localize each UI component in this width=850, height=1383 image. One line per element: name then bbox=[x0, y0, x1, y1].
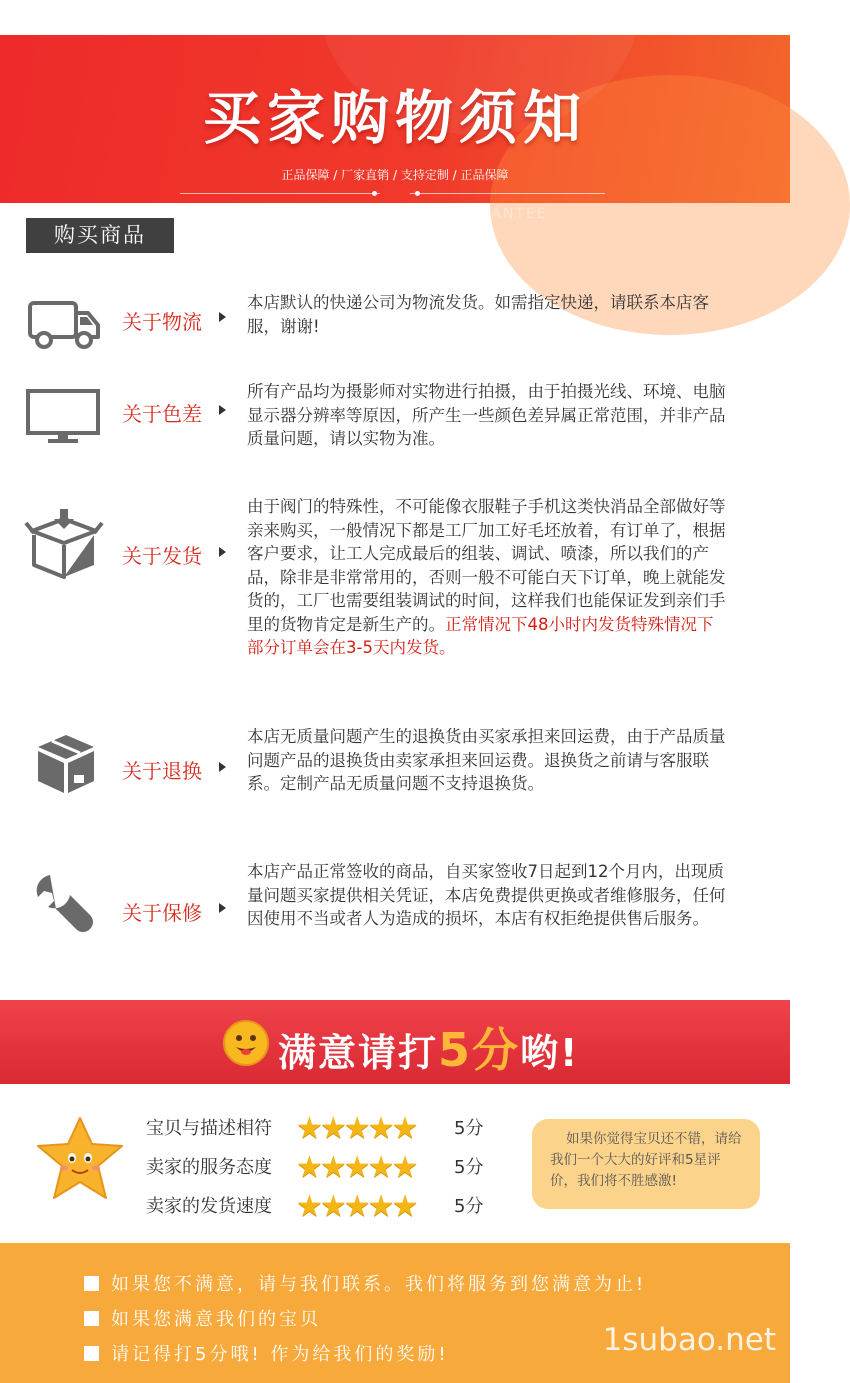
row-text: 本店无质量问题产生的退换货由买家承担来回运费，由于产品质量问题产品的退换货由卖家承担来回运费。退换货之前请与客服联系。定制产品无质量问题不支持退换货。 bbox=[247, 727, 726, 793]
package-icon bbox=[30, 729, 100, 799]
square-bullet-icon bbox=[84, 1346, 99, 1361]
bottom-line-text: 如果您满意我们的宝贝 bbox=[111, 1309, 321, 1330]
star-mascot-icon bbox=[34, 1114, 126, 1202]
header-subtitle: 正品保障 / 厂家直销 / 支持定制 / 正品保障 bbox=[281, 168, 509, 182]
wrench-icon bbox=[32, 868, 96, 938]
bottom-line-text: 如果您不满意，请与我们联系。我们将服务到您满意为止! bbox=[111, 1274, 647, 1295]
row-text: 本店默认的快递公司为物流发货。如需指定快递，请联系本店客服，谢谢! bbox=[247, 293, 709, 336]
bottom-line-text: 请记得打5分哦! 作为给我们的奖励! bbox=[111, 1344, 449, 1365]
arrow-right-icon bbox=[219, 547, 226, 557]
monitor-icon bbox=[24, 382, 104, 452]
arrow-right-icon bbox=[219, 405, 226, 415]
row-text-highlight: 正常情况下48小时内发货特殊情况下部分订单会在3-5天内发货。 bbox=[247, 614, 714, 657]
header-banner bbox=[0, 35, 790, 222]
row-label: 关于发货 bbox=[122, 544, 202, 568]
rating-title bbox=[278, 1014, 579, 1080]
row-text bbox=[247, 495, 727, 660]
rating-value: 5分 bbox=[454, 1118, 484, 1139]
truck-icon bbox=[24, 290, 104, 360]
divider-left bbox=[180, 193, 380, 194]
rating-banner bbox=[0, 1000, 790, 1084]
rating-value: 5分 bbox=[454, 1157, 484, 1178]
bottom-line bbox=[84, 1305, 321, 1331]
rating-title-number: 5分 bbox=[438, 1023, 521, 1077]
bottom-line bbox=[84, 1340, 449, 1366]
arrow-right-icon bbox=[219, 762, 226, 772]
divider-dot bbox=[372, 191, 377, 196]
row-label: 关于色差 bbox=[122, 402, 202, 426]
bottom-line bbox=[84, 1270, 646, 1296]
divider-right bbox=[410, 193, 605, 194]
row-label: 关于物流 bbox=[122, 310, 202, 334]
header-english: AFTER-SALES SERVICE GUARANTEE bbox=[242, 206, 548, 222]
square-bullet-icon bbox=[84, 1276, 99, 1291]
star-rating: ★★★★★ bbox=[296, 1111, 416, 1146]
row-label: 关于退换 bbox=[122, 759, 202, 783]
arrow-right-icon bbox=[219, 903, 226, 913]
rating-label: 卖家的发货速度 bbox=[146, 1196, 272, 1217]
row-text-body: 由于阀门的特殊性，不可能像衣服鞋子手机这类快消品全部做好等亲来购买，一般情况下都是工厂加工好毛坯放着，有订单了，根据客户要求，让工人完成最后的组装、调试、喷漆，所以我们的产品，除非是非常常用的，否则一般不可能白天下订单，晚上就能发货的，工厂也需要组装调试的时间，这样我们也能保证发到亲们手里的货物肯定是新生产的。 bbox=[247, 497, 726, 634]
row-text: 本店产品正常签收的商品，自买家签收7日起到12个月内，出现质量问题买家提供相关凭证，本店免费提供更换或者维修服务，任何因使用不当或者人为造成的损坏，本店有权拒绝提供售后服务。 bbox=[247, 862, 726, 928]
rating-label: 宝贝与描述相符 bbox=[146, 1118, 272, 1139]
rating-label: 卖家的服务态度 bbox=[146, 1157, 272, 1178]
watermark: 1subao.net bbox=[602, 1322, 776, 1358]
star-rating: ★★★★★ bbox=[296, 1150, 416, 1185]
row-label: 关于保修 bbox=[122, 901, 202, 925]
rating-title-text: 满意请打 bbox=[278, 1031, 439, 1075]
box-download-icon bbox=[24, 509, 104, 579]
rating-value: 5分 bbox=[454, 1196, 484, 1217]
star-rating: ★★★★★ bbox=[296, 1189, 416, 1224]
row-text: 所有产品均为摄影师对实物进行拍摄，由于拍摄光线、环境、电脑显示器分辨率等原因，所产生一些颜色差异属正常范围，并非产品质量问题，请以实物为准。 bbox=[247, 382, 726, 448]
review-bubble: 如果你觉得宝贝还不错，请给我们一个大大的好评和5星评价，我们将不胜感激! bbox=[532, 1119, 760, 1209]
arrow-right-icon bbox=[219, 312, 226, 322]
rating-title-suffix: 哟! bbox=[520, 1031, 580, 1075]
smiley-icon bbox=[222, 1019, 270, 1067]
page-title: 买家购物须知 bbox=[202, 84, 587, 152]
square-bullet-icon bbox=[84, 1311, 99, 1326]
section-tag: 购买商品 bbox=[26, 218, 174, 253]
